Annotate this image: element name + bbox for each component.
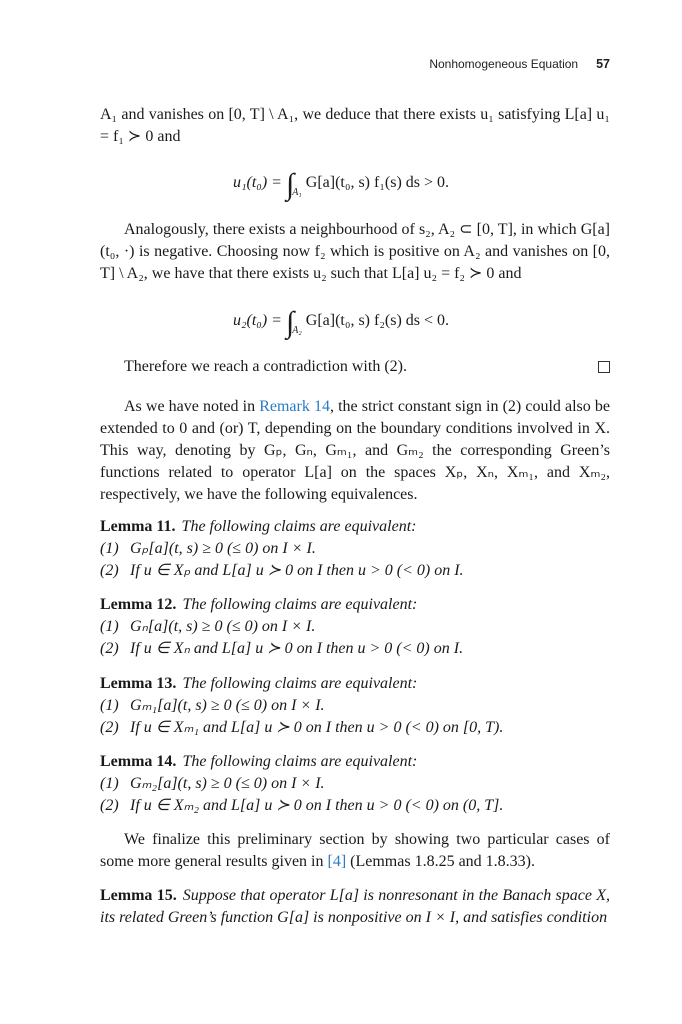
lemma-claim: The following claims are equivalent: (182, 753, 418, 770)
lemma-title: Lemma 15. (100, 887, 177, 904)
paragraph-3: Therefore we reach a contradiction with (2). (124, 358, 407, 375)
item-number: (1) (100, 775, 119, 792)
item-number: (1) (100, 697, 119, 714)
item-number: (2) (100, 562, 119, 579)
equation-2-lhs: u₂(t₀) = (232, 312, 282, 329)
paragraph-4 (100, 396, 610, 506)
page-number: 57 (596, 57, 610, 71)
qed-square-icon (598, 361, 610, 373)
lemma-item (100, 773, 610, 795)
paragraph-5-text-b: (Lemmas 1.8.25 and 1.8.33). (346, 853, 536, 870)
item-text: Gₘ₂[a](t, s) ≥ 0 (≤ 0) on I × I. (130, 775, 325, 792)
lemma-title: Lemma 14. (100, 753, 177, 770)
equation-1 (0, 168, 682, 202)
paragraph-2: Analogously, there exists a neighbourhood of s₂, A₂ ⊂ [0, T], in which G[a](t₀, ·) is negative. Choosing now f₂ which is positive on A₂ and vanishes on [0, T] \ A₂, we have that there exists u₂ such that L[a] u₂ = f₂ ≻ 0 and (100, 221, 610, 282)
lemma-item (100, 560, 610, 582)
lemma-13 (100, 673, 610, 739)
paragraph-1: A₁ and vanishes on [0, T] \ A₁, we deduce that there exists u₁ satisfying L[a] u₁ = f₁ ≻ 0 and (100, 106, 610, 145)
lemma-title: Lemma 13. (100, 675, 177, 692)
lemma-claim: Suppose that operator L[a] is nonresonant in the Banach space X, its related Green’s function G[a] is nonpositive on I × I, and satisfies condition (100, 887, 611, 926)
paragraph-5-text-a: We finalize this preliminary section by showing two particular cases of some more general results given in (100, 831, 610, 870)
integral-sign: ∫ (285, 306, 295, 339)
reference-4-link[interactable]: [4] (327, 853, 347, 870)
equation-2-rhs: G[a](t₀, s) f₂(s) ds < 0. (305, 312, 450, 329)
item-number: (1) (100, 618, 119, 635)
running-header (429, 57, 610, 71)
lemma-claim: The following claims are equivalent: (182, 596, 418, 613)
lemma-item (100, 638, 610, 660)
lemma-11 (100, 516, 610, 582)
lemma-item (100, 695, 610, 717)
equation-2 (0, 306, 682, 340)
equation-1-domain: A₁ (292, 187, 302, 198)
paragraph-4-text-b: , the strict constant sign in (2) could also be extended to 0 and (or) T, depending on the boundary conditions involved in X. This way, denoting by Gₚ, Gₙ, Gₘ₁, and Gₘ₂ the corresponding Green’s functions related to operator L[a] on the spaces Xₚ, Xₙ, Xₘ₁, and Xₘ₂, respectively, we have the following equivalences. (100, 398, 610, 503)
paragraph-5 (100, 829, 610, 873)
lemma-14 (100, 751, 610, 817)
item-text: Gₚ[a](t, s) ≥ 0 (≤ 0) on I × I. (130, 540, 316, 557)
remark-14-link[interactable]: Remark 14 (259, 398, 330, 415)
item-text: If u ∈ Xₙ and L[a] u ≻ 0 on I then u > 0 (< 0) on I. (130, 640, 464, 657)
item-text: Gₘ₁[a](t, s) ≥ 0 (≤ 0) on I × I. (130, 697, 325, 714)
paragraph-4-text-a: As we have noted in (124, 398, 260, 415)
item-number: (2) (100, 719, 119, 736)
equation-1-rhs: G[a](t₀, s) f₁(s) ds > 0. (305, 174, 450, 191)
integral-sign: ∫ (285, 168, 295, 201)
lemma-title: Lemma 12. (100, 596, 177, 613)
lemma-item (100, 538, 610, 560)
item-text: Gₙ[a](t, s) ≥ 0 (≤ 0) on I × I. (130, 618, 316, 635)
lemma-item (100, 616, 610, 638)
equation-2-domain: A₂ (292, 325, 302, 336)
lemma-claim: The following claims are equivalent: (181, 518, 417, 535)
item-number: (2) (100, 797, 119, 814)
lemma-item (100, 717, 610, 739)
item-number: (1) (100, 540, 119, 557)
lemma-item (100, 795, 610, 817)
running-title: Nonhomogeneous Equation (429, 57, 579, 71)
lemma-title: Lemma 11. (100, 518, 176, 535)
item-text: If u ∈ Xₘ₁ and L[a] u ≻ 0 on I then u > 0 (< 0) on [0, T). (130, 719, 504, 736)
item-text: If u ∈ Xₚ and L[a] u ≻ 0 on I then u > 0 (< 0) on I. (130, 562, 464, 579)
equation-1-lhs: u₁(t₀) = (232, 174, 282, 191)
lemma-15 (100, 885, 610, 929)
lemma-12 (100, 594, 610, 660)
lemma-claim: The following claims are equivalent: (182, 675, 418, 692)
item-number: (2) (100, 640, 119, 657)
item-text: If u ∈ Xₘ₂ and L[a] u ≻ 0 on I then u > 0 (< 0) on (0, T]. (130, 797, 504, 814)
